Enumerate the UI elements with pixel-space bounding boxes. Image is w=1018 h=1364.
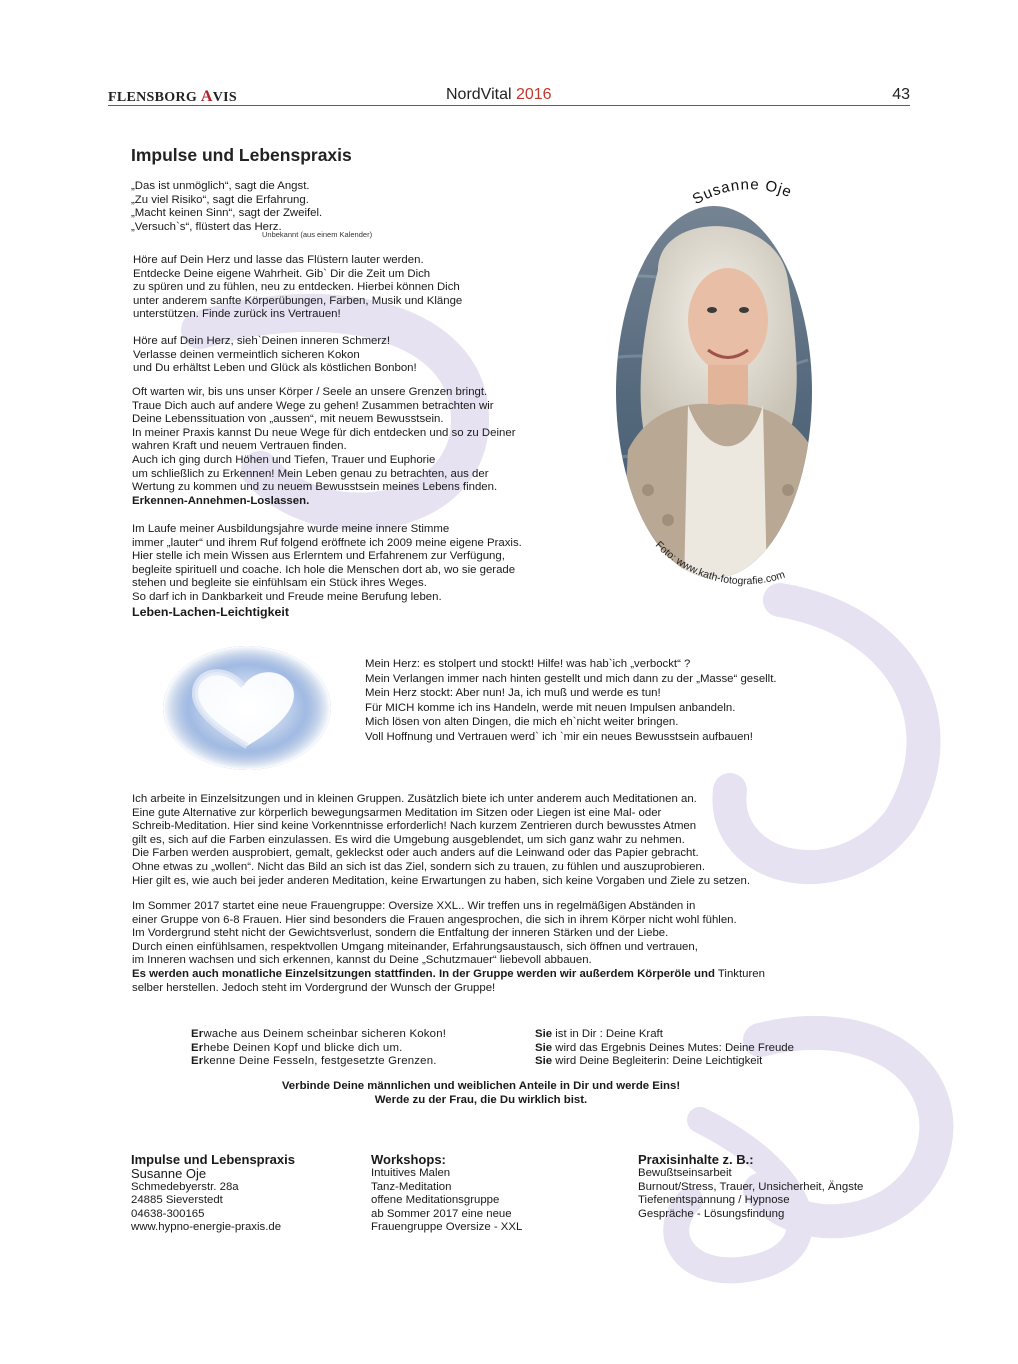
opening-quote: „Das ist unmöglich“, sagt die Angst. „Zu viel Risiko“, sagt die Erfahrung. „Macht keinen Sinn“, sagt der Zweifel. „Versuch`s“, flüstert das Herz. xyxy=(131,180,323,233)
paragraph-meditation: Ich arbeite in Einzelsitzungen und in kleinen Gruppen. Zusätzlich biete ich unter anderem auch Meditationen an. Eine gute Alternative zur körperlich bewegungsarmen Meditation im Sitzen oder Liegen ist eine Mal- oder Schreib-Meditation. Hier sind keine Vorkenntnisse erforderlich! Nach kurzem Zentrieren durch bewusstes Atmen gilt es, sich auf die Farben einzulassen. Es wird die Umgebung ausgeblendet, um sich ganz wahr zu nehmen. Die Farben werden ausprobiert, gemalt, gekleckst oder auch anders auf die Leinwand oder das Papier gebracht. Ohne etwas zu „wollen“. Nicht das Bild an sich ist das Ziel, sondern sich zu trauen, zu fühlen und auszuprobieren. Hier gilt es, wie auch bei jeder anderen Meditation, keine Erwartungen zu haben, sich keine Vorgaben und Ziele zu setzen. xyxy=(132,793,751,887)
photo-credit: Foto: www.kath-fotografie.com xyxy=(652,539,787,588)
website-link[interactable]: www.hypno-energie-praxis.de xyxy=(131,1221,282,1234)
footer-contact: Impulse und Lebenspraxis Susanne Oje Schmedebyerstr. 28a 24885 Sieverstedt 04638-300165 www.hypno-energie-praxis.de xyxy=(131,1152,295,1234)
paragraph-inner-pain: Höre auf Dein Herz, sieh`Deinen inneren Schmerz! Verlasse deinen vermeintlich sicheren Kokon und Du erhältst Leben und Glück als köstlichen Bonbon! xyxy=(133,335,417,375)
page-number: 43 xyxy=(892,86,910,103)
paragraph-new-ways: Oft warten wir, bis uns unser Körper / Seele an unsere Grenzen bringt. Traue Dich auch auf andere Wege zu gehen! Zusammen betrachten wir Deine Lebenssituation von „aussen“, mit neuem Bewusstsein. In meiner Praxis kannst Du neue Wege für dich entdecken und so zu Deiner wahren Kraft und neuem Vertrauen finden. Auch ich ging durch Höhen und Tiefen, Trauer und Euphorie um schließlich zu Erkennen! Mein Leben genau zu betrachten, aus der Wertung zu kommen und zu neuem Bewusstsein meines Lebens finden. Erkennen-Annehmen-Loslassen. xyxy=(132,386,516,507)
motto-life-laugh: Leben-Lachen-Leichtigkeit xyxy=(132,605,289,619)
svg-text:Foto: www.kath-fotografie.com xyxy=(653,539,787,587)
paragraph-listen-heart: Höre auf Dein Herz und lasse das Flüstern lauter werden. Entdecke Deine eigene Wahrheit. Gib` Dir die Zeit um Dich zu spüren und zu fühlen, neu zu entdecken. Hierbei können Dich unter anderem sanfte Körperübungen, Farben, Musik und Klänge unterstützen. Finde zurück ins Vertrauen! xyxy=(133,254,463,321)
footer-practice-topics: Praxisinhalte z. B.: Bewußtseinsarbeit Burnout/Stress, Trauer, Unsicherheit, Ängste Tiefenentspannung / Hypnose Gespräche - Lösungsfindung xyxy=(638,1152,864,1220)
footer-workshops: Workshops: Intuitives Malen Tanz-Meditation offene Meditationsgruppe ab Sommer 2017 eine neue Frauengruppe Oversize - XXL xyxy=(371,1152,523,1234)
paragraph-own-practice: Im Laufe meiner Ausbildungsjahre wurde meine innere Stimme immer „lauter“ und ihrem Ruf folgend eröffnete ich 2009 meine eigene Praxis. Hier stelle ich mein Wissen aus Erlerntem und Erfahrenem zur Verfügung, begleite spirituell und coache. Ich hole die Menschen dort ab, wo sie gerade stehen und begleite sie einfühlsam ein Stück ihres Weges. So darf ich in Dankbarkeit und Freude meine Berufung leben. xyxy=(132,523,522,603)
article-title: Impulse und Lebenspraxis xyxy=(131,145,352,165)
quote-source: Unbekannt (aus einem Kalender) xyxy=(262,230,373,239)
magazine-name: NordVital 2016 xyxy=(446,86,552,103)
cloud-heart-image xyxy=(163,646,331,770)
closing-affirmations-right: Sie ist in Dir : Deine Kraft Sie wird das Ergebnis Deines Mutes: Deine Freude Sie wird Deine Begleiterin: Deine Leichtigkeit xyxy=(535,1028,794,1068)
svg-text:Susanne Oje: Susanne Oje xyxy=(689,176,795,209)
heart-poem: Mein Herz: es stolpert und stockt! Hilfe! was hab`ich „verbockt“ ? Mein Verlangen immer nach hinten gestellt und mich dann zu der „Masse“ gesellt. Mein Herz stockt: Aber nun! Ja, ich muß und werde es tun! Für MICH komme ich ins Handeln, werde mit neuen Impulsen anbandeln. Mich lösen von alten Dingen, die mich eh`nicht weiter bringen. Voll Hoffnung und Vertrauen werd` ich `mir ein neues Bewusstsein aufbauen! xyxy=(365,658,777,743)
closing-affirmations-left: Erwache aus Deinem scheinbar sicheren Kokon! Erhebe Deinen Kopf und blicke dich um. Erkenne Deine Fesseln, festgesetzte Grenzen. xyxy=(191,1028,447,1068)
motto-recognize: Erkennen-Annehmen-Loslassen. xyxy=(132,494,310,507)
publication-logo: FLENSBORG AVIS xyxy=(108,88,237,105)
paragraph-womens-group: Im Sommer 2017 startet eine neue Frauengruppe: Oversize XXL.. Wir treffen uns in regelmäßigen Abständen in einer Gruppe von 6-8 Frauen. Hier sind besonders die Frauen angesprochen, die sich in ihrem Körper nicht wohl fühlen. Im Vordergrund steht nicht der Gewichtsverlust, sondern die Entfaltung der inneren Stärken und der Liebe. Durch einen einfühlsamen, respektvollen Umgang miteinander, Erfahrungsaustausch, sich öffnen und vertrauen, im Inneren wachsen und sich erkennen, kannst du Deine „Schutzmauer“ liebevoll abbauen. Es werden auch monatliche Einzelsitzungen stattfinden. In der Gruppe werden wir außerdem Körperöle und Tinkturen selber herstellen. Jedoch steht im Vordergrund der Wunsch der Gruppe! xyxy=(132,900,765,994)
closing-statement: Verbinde Deine männlichen und weiblichen Anteile in Dir und werde Eins! Werde zu der Frau, die Du wirklich bist. xyxy=(281,1080,681,1106)
